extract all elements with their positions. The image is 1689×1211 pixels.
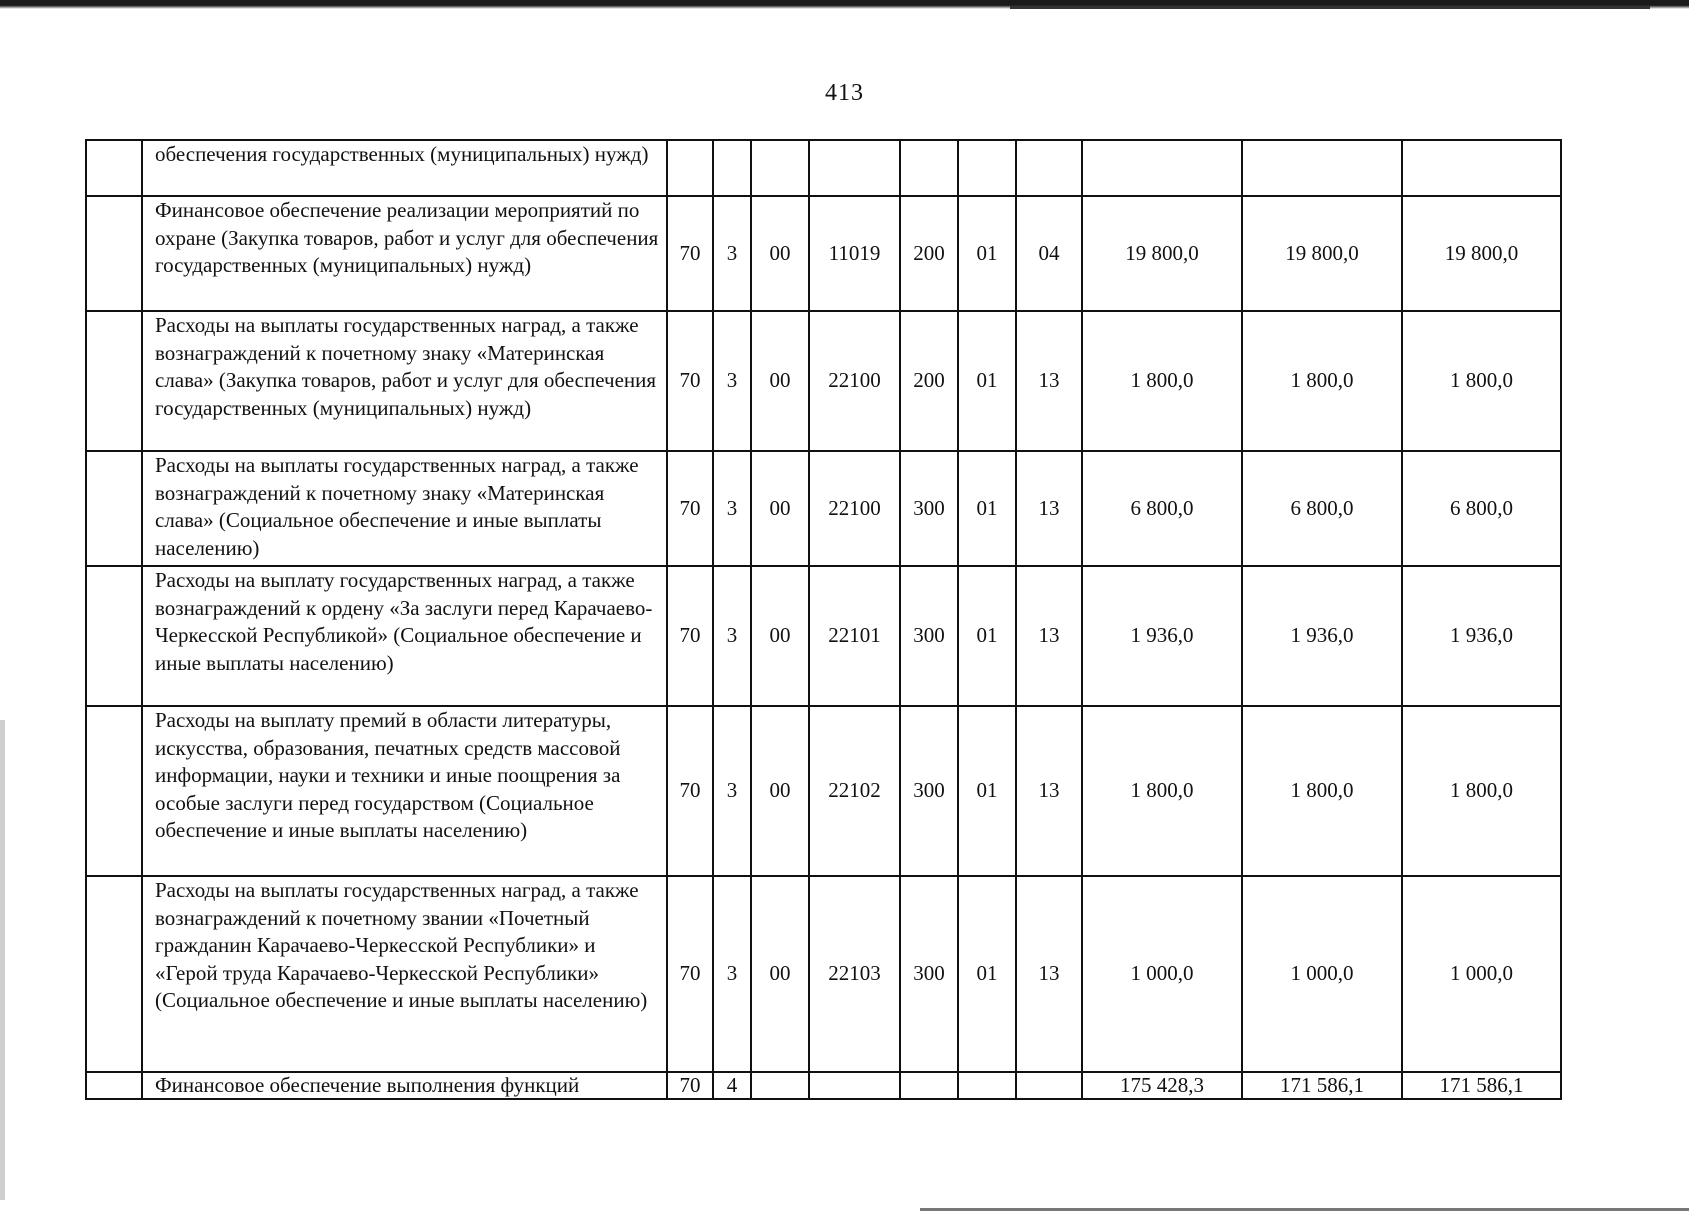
amount-cell: 171 586,1 bbox=[1402, 1072, 1561, 1099]
budget-table bbox=[85, 139, 1562, 1100]
code-cell: 01 bbox=[958, 311, 1016, 451]
amount-cell: 1 936,0 bbox=[1402, 566, 1561, 706]
code-cell: 70 bbox=[667, 311, 713, 451]
code-cell: 70 bbox=[667, 1072, 713, 1099]
code-cell: 22100 bbox=[809, 311, 900, 451]
amount-cell: 6 800,0 bbox=[1242, 451, 1402, 566]
code-cell: 200 bbox=[900, 196, 958, 311]
code-cell: 00 bbox=[751, 451, 809, 566]
code-cell: 3 bbox=[713, 876, 751, 1072]
code-cell: 3 bbox=[713, 311, 751, 451]
code-cell: 13 bbox=[1016, 566, 1082, 706]
code-cell: 70 bbox=[667, 876, 713, 1072]
description-cell: Расходы на выплаты государственных наград, а также вознаграждений к почетному звании «Почетный гражданин Карачаево-Черкесской Республики» и «Герой труда Карачаево-Черкесской Республики» (Социальное обеспечение и иные выплаты населению) bbox=[142, 876, 667, 1072]
code-cell: 70 bbox=[667, 196, 713, 311]
scan-top-rule bbox=[1010, 6, 1650, 9]
code-cell: 3 bbox=[713, 566, 751, 706]
row-index-cell bbox=[86, 311, 142, 451]
code-cell bbox=[958, 1072, 1016, 1099]
code-cell: 13 bbox=[1016, 876, 1082, 1072]
code-cell: 01 bbox=[958, 706, 1016, 876]
row-index-cell bbox=[86, 706, 142, 876]
code-cell: 3 bbox=[713, 706, 751, 876]
amount-cell: 19 800,0 bbox=[1242, 196, 1402, 311]
amount-cell: 1 800,0 bbox=[1402, 311, 1561, 451]
code-cell: 300 bbox=[900, 451, 958, 566]
table-row bbox=[86, 140, 1561, 196]
description-cell: Расходы на выплату государственных наград, а также вознаграждений к ордену «За заслуги перед Карачаево-Черкесской Республикой» (Социальное обеспечение и иные выплаты населению) bbox=[142, 566, 667, 706]
code-cell: 04 bbox=[1016, 196, 1082, 311]
code-cell: 200 bbox=[900, 311, 958, 451]
code-cell: 01 bbox=[958, 876, 1016, 1072]
code-cell bbox=[809, 140, 900, 196]
code-cell bbox=[809, 1072, 900, 1099]
code-cell: 13 bbox=[1016, 706, 1082, 876]
code-cell bbox=[751, 1072, 809, 1099]
code-cell: 300 bbox=[900, 566, 958, 706]
row-index-cell bbox=[86, 140, 142, 196]
row-index-cell bbox=[86, 451, 142, 566]
code-cell: 70 bbox=[667, 451, 713, 566]
code-cell: 01 bbox=[958, 196, 1016, 311]
amount-cell: 19 800,0 bbox=[1082, 196, 1242, 311]
amount-cell: 1 800,0 bbox=[1402, 706, 1561, 876]
code-cell: 22101 bbox=[809, 566, 900, 706]
table-row bbox=[86, 876, 1561, 1072]
amount-cell: 1 936,0 bbox=[1082, 566, 1242, 706]
table-row bbox=[86, 196, 1561, 311]
amount-cell bbox=[1402, 140, 1561, 196]
amount-cell bbox=[1242, 140, 1402, 196]
code-cell: 22102 bbox=[809, 706, 900, 876]
amount-cell: 171 586,1 bbox=[1242, 1072, 1402, 1099]
code-cell: 01 bbox=[958, 566, 1016, 706]
code-cell bbox=[713, 140, 751, 196]
amount-cell: 6 800,0 bbox=[1402, 451, 1561, 566]
code-cell: 13 bbox=[1016, 311, 1082, 451]
code-cell: 22103 bbox=[809, 876, 900, 1072]
amount-cell bbox=[1082, 140, 1242, 196]
code-cell bbox=[751, 140, 809, 196]
code-cell bbox=[1016, 1072, 1082, 1099]
amount-cell: 1 000,0 bbox=[1402, 876, 1561, 1072]
amount-cell: 175 428,3 bbox=[1082, 1072, 1242, 1099]
amount-cell: 1 000,0 bbox=[1082, 876, 1242, 1072]
amount-cell: 1 800,0 bbox=[1082, 706, 1242, 876]
code-cell: 22100 bbox=[809, 451, 900, 566]
description-cell: Расходы на выплату премий в области литературы, искусства, образования, печатных средств массовой информации, науки и техники и иные поощрения за особые заслуги перед государством (Социальное обеспечение и иные выплаты населению) bbox=[142, 706, 667, 876]
description-cell: Расходы на выплаты государственных наград, а также вознаграждений к почетному знаку «Материнская слава» (Социальное обеспечение и иные выплаты населению) bbox=[142, 451, 667, 566]
table-row bbox=[86, 1072, 1561, 1099]
code-cell bbox=[1016, 140, 1082, 196]
code-cell: 00 bbox=[751, 196, 809, 311]
table-row bbox=[86, 706, 1561, 876]
code-cell: 4 bbox=[713, 1072, 751, 1099]
code-cell: 00 bbox=[751, 876, 809, 1072]
code-cell: 00 bbox=[751, 706, 809, 876]
code-cell: 300 bbox=[900, 706, 958, 876]
amount-cell: 1 800,0 bbox=[1242, 311, 1402, 451]
table-row bbox=[86, 566, 1561, 706]
code-cell: 01 bbox=[958, 451, 1016, 566]
row-index-cell bbox=[86, 876, 142, 1072]
amount-cell: 19 800,0 bbox=[1402, 196, 1561, 311]
description-cell: Финансовое обеспечение реализации мероприятий по охране (Закупка товаров, работ и услуг для обеспечения государственных (муниципальных) нужд) bbox=[142, 196, 667, 311]
code-cell: 300 bbox=[900, 876, 958, 1072]
row-index-cell bbox=[86, 1072, 142, 1099]
code-cell bbox=[667, 140, 713, 196]
code-cell bbox=[900, 140, 958, 196]
page-number: 413 bbox=[825, 80, 864, 106]
amount-cell: 1 000,0 bbox=[1242, 876, 1402, 1072]
amount-cell: 1 800,0 bbox=[1082, 311, 1242, 451]
code-cell: 70 bbox=[667, 566, 713, 706]
row-index-cell bbox=[86, 196, 142, 311]
code-cell: 13 bbox=[1016, 451, 1082, 566]
description-cell: обеспечения государственных (муниципальных) нужд) bbox=[142, 140, 667, 196]
code-cell: 00 bbox=[751, 566, 809, 706]
code-cell: 70 bbox=[667, 706, 713, 876]
description-cell: Расходы на выплаты государственных наград, а также вознаграждений к почетному знаку «Материнская слава» (Закупка товаров, работ и услуг для обеспечения государственных (муниципальных) нужд) bbox=[142, 311, 667, 451]
amount-cell: 1 936,0 bbox=[1242, 566, 1402, 706]
row-index-cell bbox=[86, 566, 142, 706]
code-cell: 11019 bbox=[809, 196, 900, 311]
code-cell bbox=[900, 1072, 958, 1099]
code-cell: 3 bbox=[713, 451, 751, 566]
amount-cell: 6 800,0 bbox=[1082, 451, 1242, 566]
code-cell bbox=[958, 140, 1016, 196]
description-cell: Финансовое обеспечение выполнения функций bbox=[142, 1072, 667, 1099]
scan-left-edge bbox=[0, 720, 5, 1200]
table-row bbox=[86, 451, 1561, 566]
table-row bbox=[86, 311, 1561, 451]
code-cell: 3 bbox=[713, 196, 751, 311]
amount-cell: 1 800,0 bbox=[1242, 706, 1402, 876]
code-cell: 00 bbox=[751, 311, 809, 451]
